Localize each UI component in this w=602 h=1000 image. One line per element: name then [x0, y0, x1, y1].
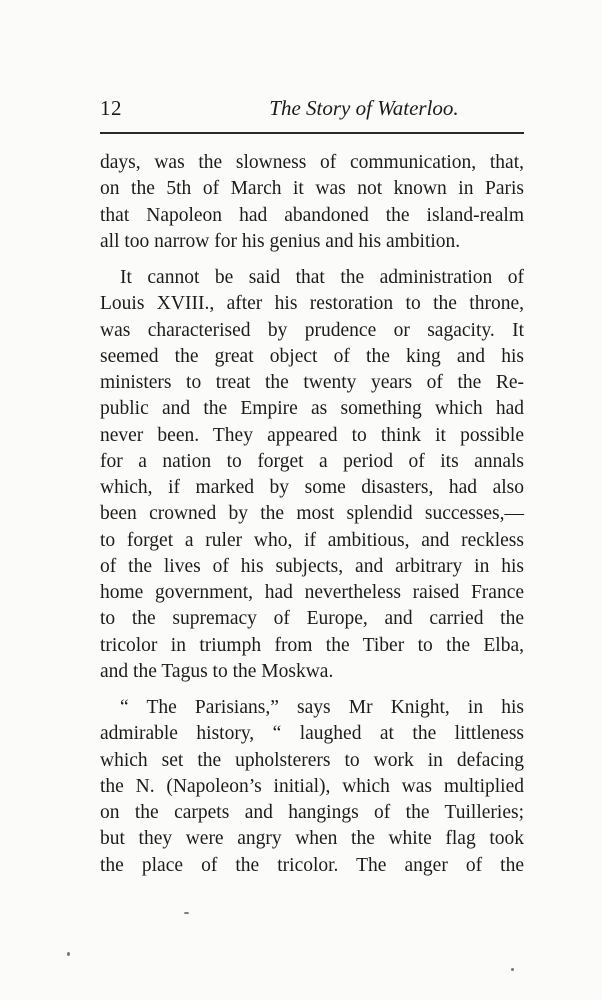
- text-line: the place of the tricolor. The anger of the: [100, 854, 524, 876]
- text-line: to forget a ruler who, if ambitious, and reckless: [100, 529, 524, 551]
- text-line: seemed the great object of the king and his: [100, 345, 524, 367]
- text-line: public and the Empire as something which had: [100, 398, 524, 420]
- text-line: on the 5th of March it was not known in Paris: [100, 178, 524, 200]
- text-line: home government, had nevertheless raised France: [100, 582, 524, 603]
- text-line: never been. They appeared to think it possible: [100, 424, 524, 446]
- body-text: [100, 150, 524, 879]
- text-line: days, was the slowness of communication, that,: [100, 152, 524, 173]
- text-line: that Napoleon had abandoned the island-realm: [100, 204, 524, 226]
- text-line: for a nation to forget a period of its annals: [100, 450, 524, 472]
- text-line: ministers to treat the twenty years of the Re-: [100, 372, 524, 393]
- page-number: 12: [100, 96, 122, 120]
- text-line: which, if marked by some disasters, had also: [100, 477, 524, 498]
- running-title: The Story of Waterloo.: [269, 96, 459, 120]
- text-line: but they were angry when the white flag took: [100, 828, 524, 850]
- print-speck: [511, 968, 514, 971]
- page-header: [100, 92, 524, 132]
- text-line: the N. (Napoleon’s initial), which was multiplied: [100, 775, 524, 797]
- text-line: all too narrow for his genius and his ambition.: [100, 230, 461, 252]
- paragraph: [100, 695, 524, 879]
- print-speck: [184, 912, 189, 914]
- text-line: admirable history, “ laughed at the littleness: [100, 723, 524, 745]
- text-line: and the Tagus to the Moskwa.: [100, 660, 334, 682]
- paragraph: [100, 150, 524, 255]
- text-line: “ The Parisians,” says Mr Knight, in his: [120, 697, 524, 718]
- text-line: of the lives of his subjects, and arbitrary in his: [100, 555, 524, 577]
- text-line: to the supremacy of Europe, and carried the: [100, 608, 524, 630]
- text-line: It cannot be said that the administration of: [120, 267, 524, 288]
- paragraph: [100, 265, 524, 685]
- text-line: been crowned by the most splendid successes,—: [100, 503, 524, 525]
- print-speck: [67, 952, 70, 956]
- header-rule: [100, 132, 524, 134]
- text-line: was characterised by prudence or sagacity. It: [100, 319, 524, 341]
- text-line: Louis XVIII., after his restoration to the throne,: [100, 293, 524, 315]
- text-line: which set the upholsterers to work in defacing: [100, 749, 524, 771]
- text-line: tricolor in triumph from the Tiber to the Elba,: [100, 634, 524, 656]
- text-line: on the carpets and hangings of the Tuilleries;: [100, 802, 524, 823]
